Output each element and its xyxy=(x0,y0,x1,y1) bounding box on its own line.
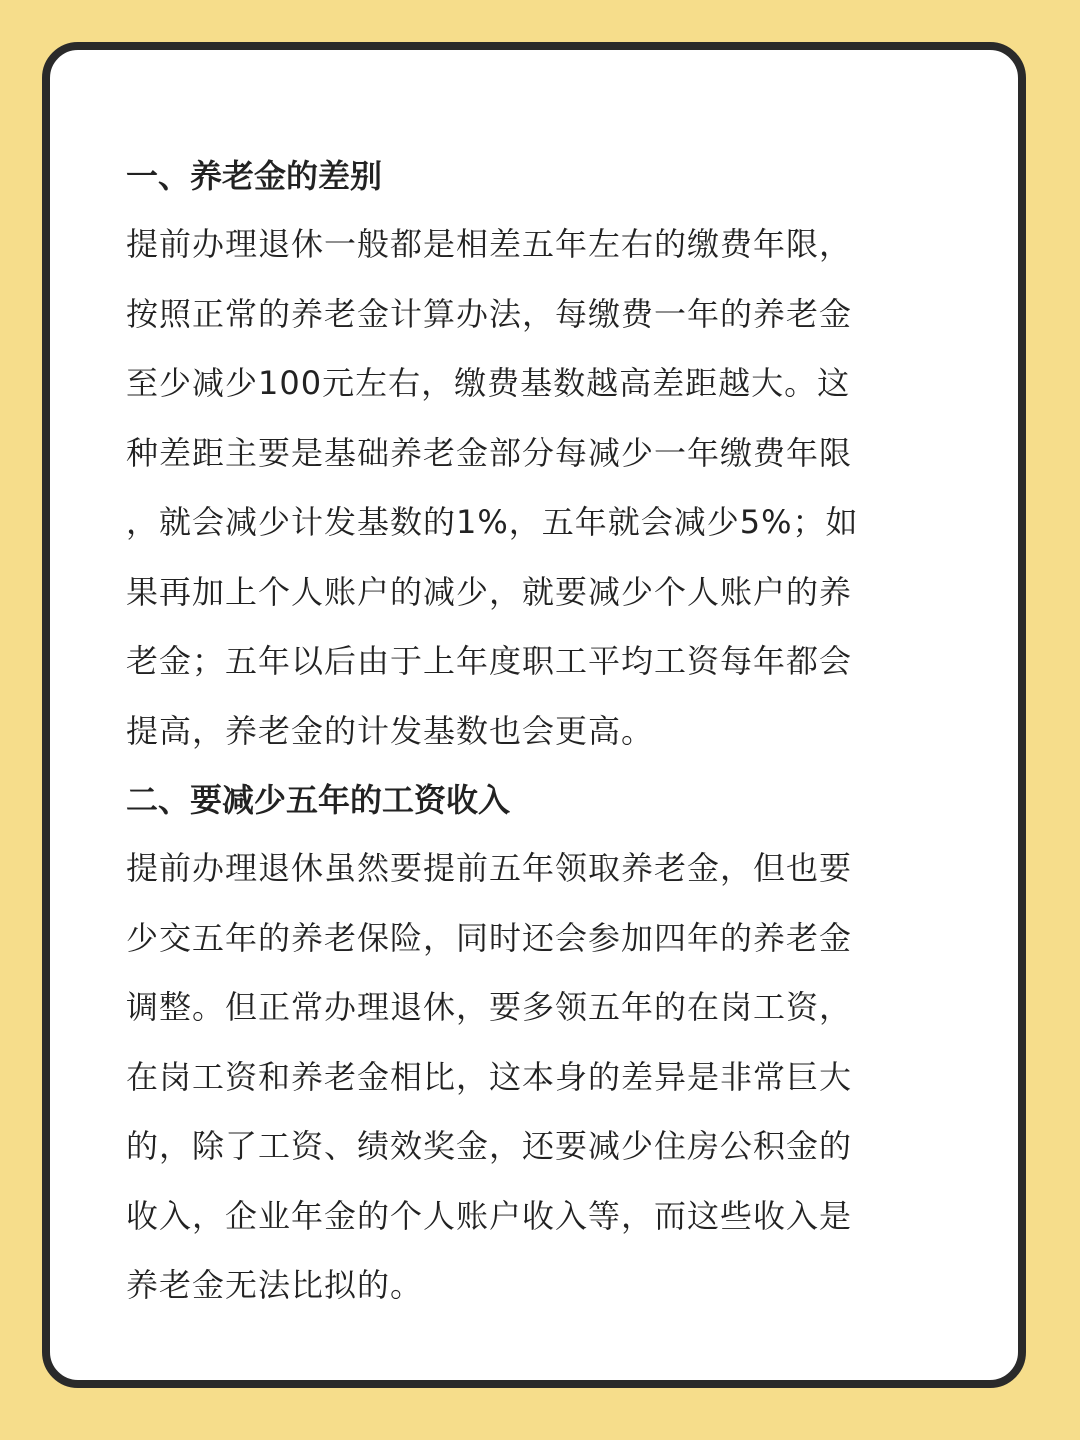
paragraph-line: 种差距主要是基础养老金部分每减少一年缴费年限 xyxy=(126,433,853,472)
paragraph-line: 调整。但正常办理退休，要多领五年的在岗工资， xyxy=(126,988,853,1026)
paragraph-line: 提高，养老金的计发基数也会更高。 xyxy=(126,711,655,750)
paragraph-line: 老金；五年以后由于上年度职工平均工资每年都会 xyxy=(126,642,853,680)
paragraph-line: 果再加上个人账户的减少，就要减少个人账户的养 xyxy=(126,572,853,611)
section-2-heading: 二、要减少五年的工资收入 xyxy=(126,781,511,819)
content-card xyxy=(42,42,1026,1388)
paragraph-line: 养老金无法比拟的。 xyxy=(126,1266,424,1304)
paragraph-line: 提前办理退休虽然要提前五年领取养老金，但也要 xyxy=(126,849,853,887)
paragraph-line: 按照正常的养老金计算办法，每缴费一年的养老金 xyxy=(126,294,853,333)
paragraph-line: 少交五年的养老保险，同时还会参加四年的养老金 xyxy=(126,918,853,957)
paragraph-line: 在岗工资和养老金相比，这本身的差异是非常巨大 xyxy=(126,1057,853,1096)
paragraph-line: 的，除了工资、绩效奖金，还要减少住房公积金的 xyxy=(126,1127,853,1165)
section-2-paragraph xyxy=(126,834,962,1321)
paragraph-line: ，就会减少计发基数的1%，五年就会减少5%；如 xyxy=(126,503,859,541)
paragraph-line: 提前办理退休一般都是相差五年左右的缴费年限， xyxy=(126,225,853,263)
paragraph-line: 收入，企业年金的个人账户收入等，而这些收入是 xyxy=(126,1196,853,1235)
article-body xyxy=(126,142,962,1321)
paragraph-line: 至少减少100元左右，缴费基数越高差距越大。这 xyxy=(126,364,851,402)
section-1-heading: 一、养老金的差别 xyxy=(126,157,383,195)
section-1-paragraph xyxy=(126,210,962,766)
